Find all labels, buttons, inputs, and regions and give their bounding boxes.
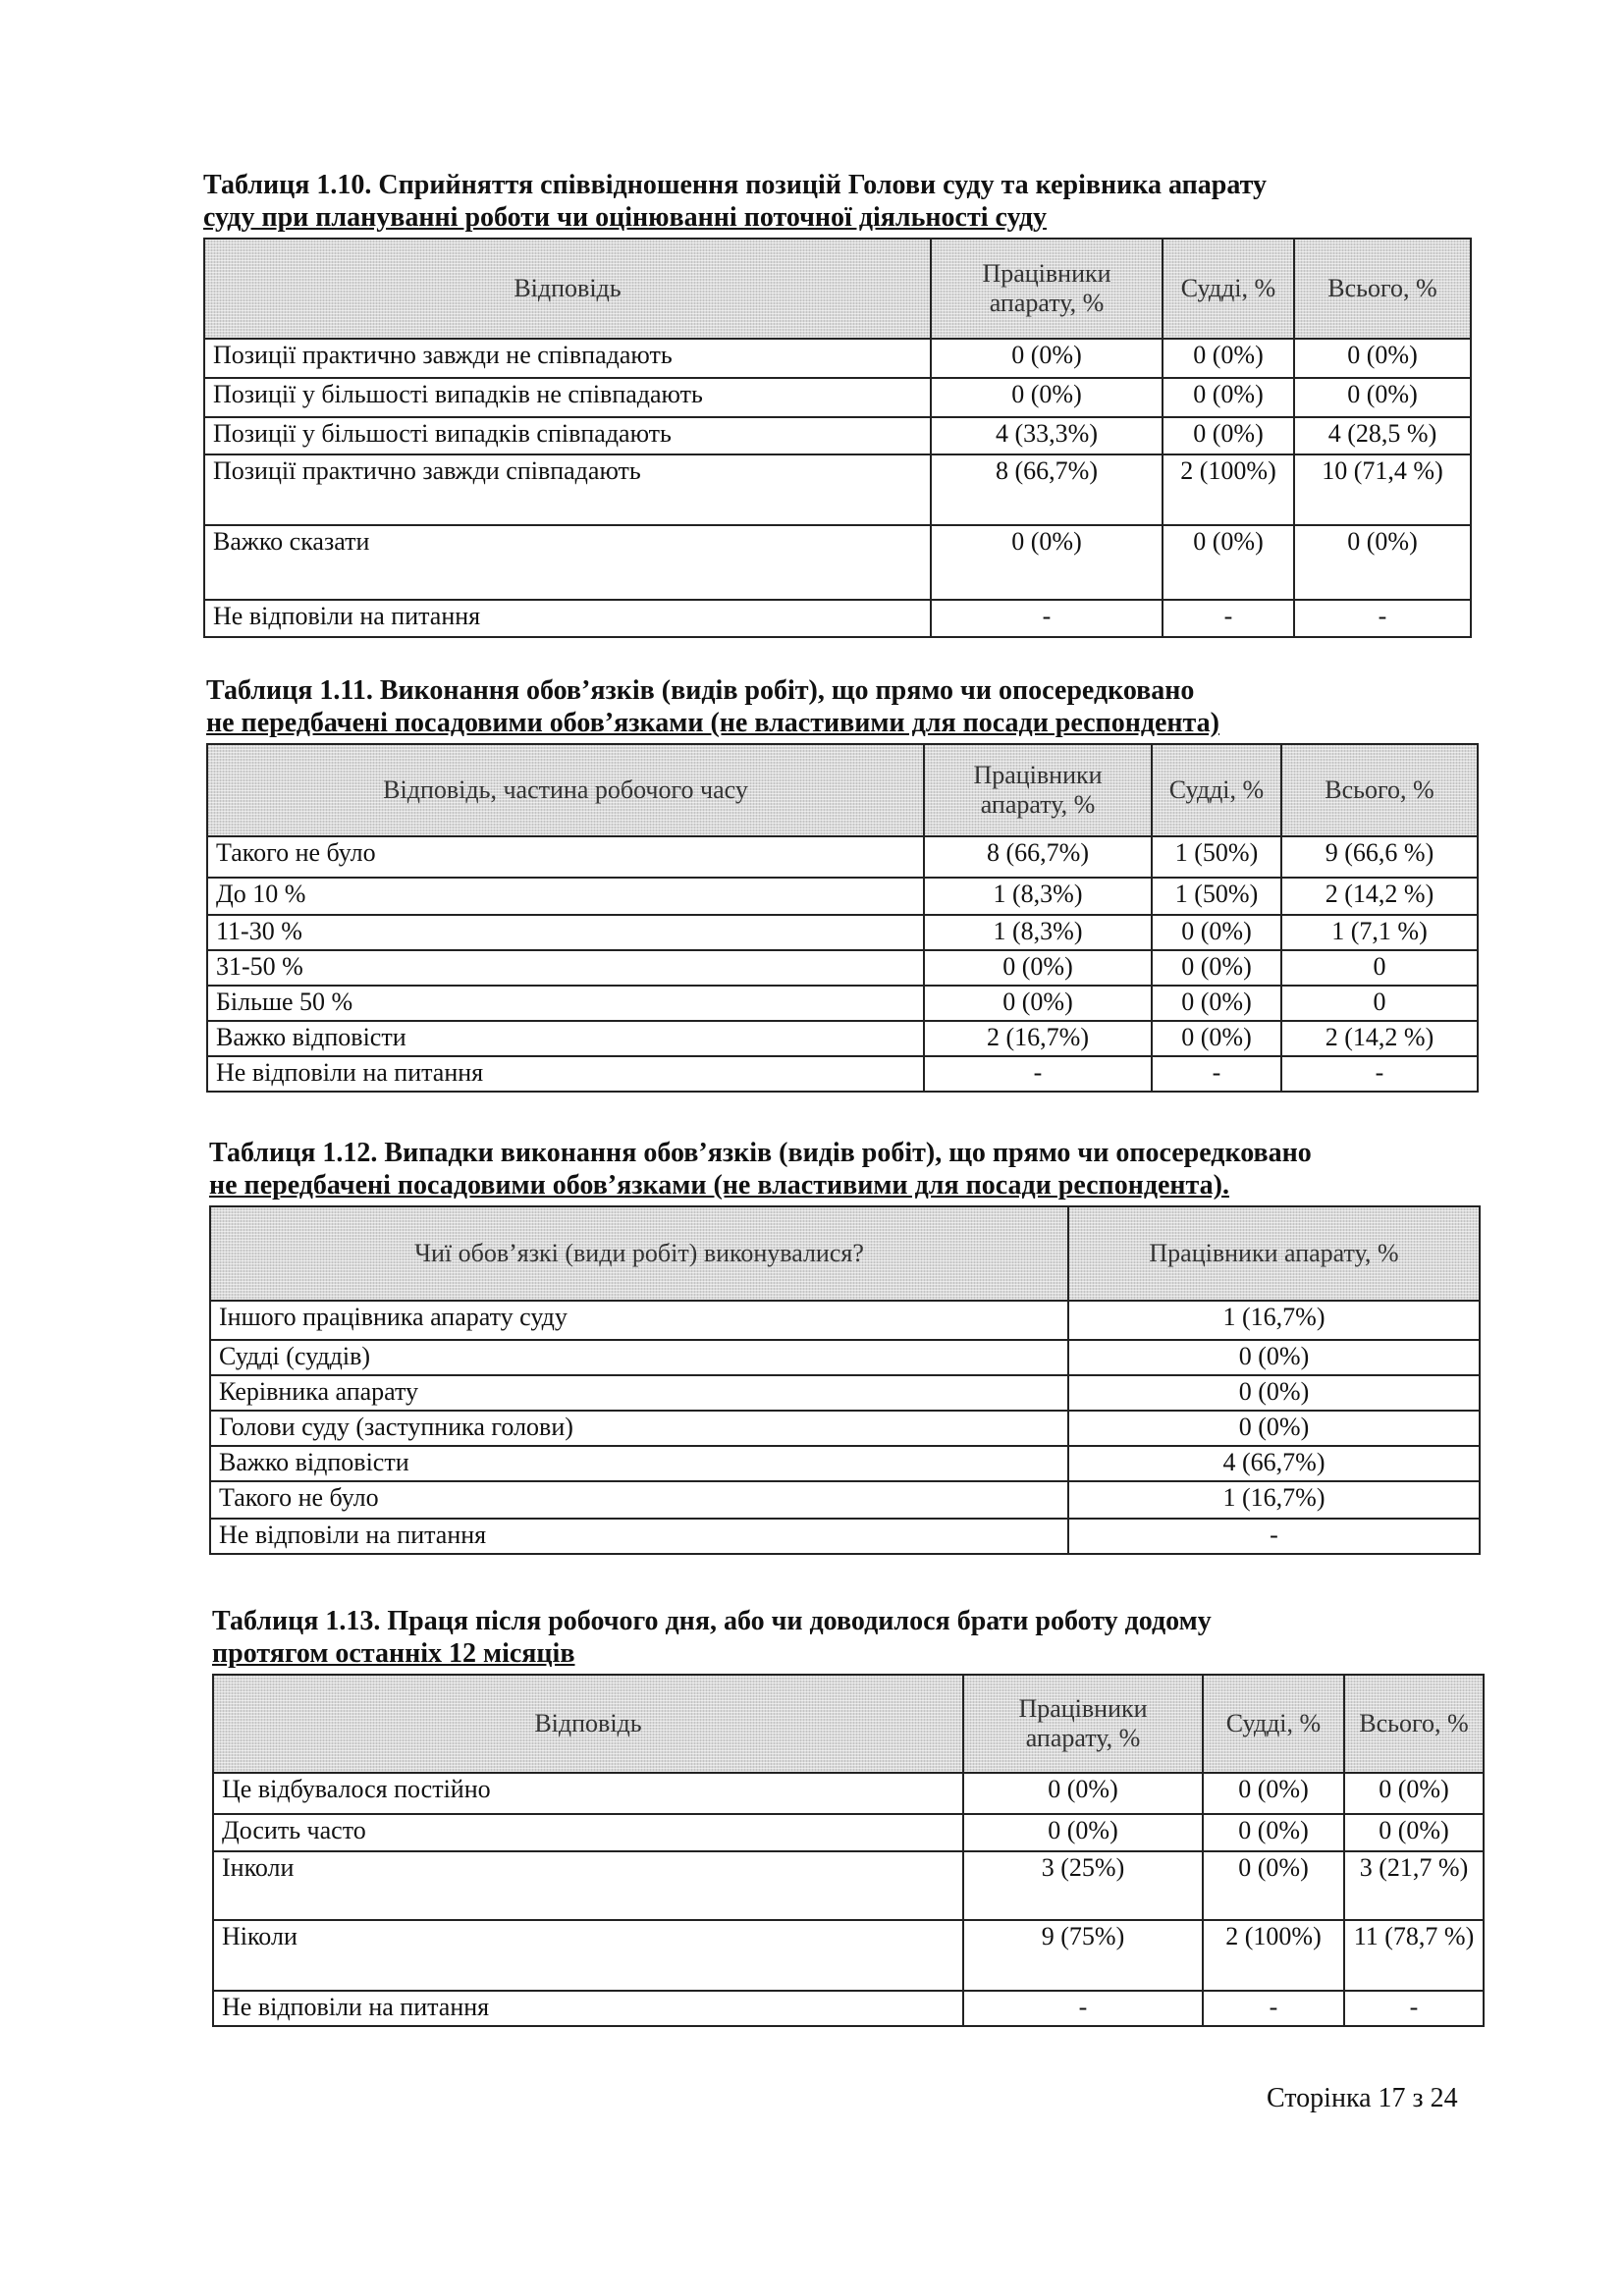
row-label: Судді (суддів)	[210, 1340, 1068, 1375]
table-caption	[203, 169, 1470, 234]
table-row	[207, 878, 1478, 915]
table-1-11-block	[206, 674, 1477, 1093]
cell-value: 0 (0%)	[1163, 417, 1294, 454]
cell-value: -	[931, 600, 1163, 637]
row-label: До 10 %	[207, 878, 924, 915]
cell-value: 3 (25%)	[963, 1851, 1203, 1920]
caption-line-1: Таблиця 1.10. Сприйняття співвідношення позицій Голови суду та керівника апарату	[203, 170, 1267, 200]
cell-value: 2 (16,7%)	[924, 1021, 1152, 1056]
cell-value: 0 (0%)	[1163, 378, 1294, 417]
table-row	[213, 1851, 1484, 1920]
row-label: Такого не було	[207, 836, 924, 878]
cell-value: 0 (0%)	[931, 339, 1163, 378]
table-row	[210, 1519, 1480, 1554]
row-label: 31-50 %	[207, 950, 924, 986]
table-row	[204, 339, 1471, 378]
row-label: Більше 50 %	[207, 986, 924, 1021]
caption-line-2: не передбачені посадовими обов’язками (не властивими для посади респондента)	[206, 708, 1219, 738]
cell-value: 0 (0%)	[1294, 525, 1471, 600]
cell-value: 0 (0%)	[1163, 339, 1294, 378]
cell-value: 0	[1281, 950, 1478, 986]
header-total: Всього, %	[1344, 1675, 1484, 1773]
header-answer: Відповідь	[204, 239, 931, 339]
header-staff: Працівники апарату, %	[1068, 1206, 1480, 1301]
table-1-10-block	[203, 169, 1470, 638]
table-1-12-block	[209, 1137, 1479, 1555]
cell-value: 0 (0%)	[1203, 1851, 1344, 1920]
table-1-10	[203, 238, 1472, 638]
cell-value: 10 (71,4 %)	[1294, 454, 1471, 525]
table-row	[210, 1481, 1480, 1519]
cell-value: 0 (0%)	[1163, 525, 1294, 600]
row-label: Голови суду (заступника голови)	[210, 1411, 1068, 1446]
table-1-13-block	[212, 1605, 1483, 2027]
cell-value: 4 (33,3%)	[931, 417, 1163, 454]
cell-value: 0 (0%)	[963, 1814, 1203, 1851]
table-row	[207, 1021, 1478, 1056]
cell-value: 4 (28,5 %)	[1294, 417, 1471, 454]
cell-value: -	[1163, 600, 1294, 637]
cell-value: 3 (21,7 %)	[1344, 1851, 1484, 1920]
header-total: Всього, %	[1294, 239, 1471, 339]
cell-value: 0 (0%)	[1068, 1375, 1480, 1411]
table-row	[207, 950, 1478, 986]
cell-value: 1 (16,7%)	[1068, 1301, 1480, 1340]
row-label: Іншого працівника апарату суду	[210, 1301, 1068, 1340]
table-row	[210, 1411, 1480, 1446]
table-row	[207, 836, 1478, 878]
cell-value: 1 (8,3%)	[924, 878, 1152, 915]
cell-value: 0 (0%)	[1152, 986, 1281, 1021]
row-label: Важко сказати	[204, 525, 931, 600]
row-label: 11-30 %	[207, 915, 924, 950]
header-staff: Працівники апарату, %	[963, 1675, 1203, 1773]
cell-value: 0 (0%)	[931, 378, 1163, 417]
row-label: Це відбувалося постійно	[213, 1773, 963, 1814]
row-label: Позиції практично завжди не співпадають	[204, 339, 931, 378]
cell-value: 2 (14,2 %)	[1281, 1021, 1478, 1056]
cell-value: 1 (7,1 %)	[1281, 915, 1478, 950]
header-staff: Працівники апарату, %	[931, 239, 1163, 339]
cell-value: 9 (75%)	[963, 1920, 1203, 1991]
caption-line-2: протягом останніх 12 місяців	[212, 1638, 575, 1669]
cell-value: 0 (0%)	[1152, 950, 1281, 986]
cell-value: 1 (16,7%)	[1068, 1481, 1480, 1519]
table-row	[207, 986, 1478, 1021]
cell-value: 8 (66,7%)	[924, 836, 1152, 878]
row-label: Важко відповісти	[207, 1021, 924, 1056]
row-label: Не відповіли на питання	[210, 1519, 1068, 1554]
row-label: Позиції у більшості випадків співпадають	[204, 417, 931, 454]
table-row	[204, 525, 1471, 600]
cell-value: -	[1068, 1519, 1480, 1554]
row-label: Досить часто	[213, 1814, 963, 1851]
header-judges: Судді, %	[1163, 239, 1294, 339]
row-label: Керівника апарату	[210, 1375, 1068, 1411]
cell-value: -	[924, 1056, 1152, 1092]
cell-value: -	[1344, 1991, 1484, 2026]
table-row	[210, 1340, 1480, 1375]
row-label: Інколи	[213, 1851, 963, 1920]
cell-value: 8 (66,7%)	[931, 454, 1163, 525]
cell-value: 0 (0%)	[1203, 1814, 1344, 1851]
cell-value: 0 (0%)	[1203, 1773, 1344, 1814]
cell-value: 4 (66,7%)	[1068, 1446, 1480, 1481]
header-staff: Працівники апарату, %	[924, 744, 1152, 836]
table-row	[207, 915, 1478, 950]
page-number: Сторінка 17 з 24	[1267, 2083, 1458, 2113]
table-row	[204, 378, 1471, 417]
table-caption	[206, 674, 1477, 739]
row-label: Позиції практично завжди співпадають	[204, 454, 931, 525]
caption-line-2: не передбачені посадовими обов’язками (не властивими для посади респондента).	[209, 1170, 1229, 1201]
cell-value: -	[1294, 600, 1471, 637]
cell-value: 0 (0%)	[1068, 1340, 1480, 1375]
caption-line-2: суду при плануванні роботи чи оцінюванні поточної діяльності суду	[203, 202, 1047, 233]
cell-value: 0 (0%)	[1344, 1814, 1484, 1851]
cell-value: 0 (0%)	[1152, 915, 1281, 950]
cell-value: 0 (0%)	[1294, 378, 1471, 417]
table-row	[204, 600, 1471, 637]
cell-value: 11 (78,7 %)	[1344, 1920, 1484, 1991]
cell-value: 2 (100%)	[1163, 454, 1294, 525]
header-judges: Судді, %	[1152, 744, 1281, 836]
table-row	[210, 1301, 1480, 1340]
cell-value: -	[1152, 1056, 1281, 1092]
cell-value: 0 (0%)	[963, 1773, 1203, 1814]
cell-value: 2 (14,2 %)	[1281, 878, 1478, 915]
cell-value: 2 (100%)	[1203, 1920, 1344, 1991]
cell-value: -	[1203, 1991, 1344, 2026]
cell-value: 9 (66,6 %)	[1281, 836, 1478, 878]
cell-value: -	[1281, 1056, 1478, 1092]
table-caption	[212, 1605, 1483, 1670]
header-answer: Відповідь, частина робочого часу	[207, 744, 924, 836]
table-row	[210, 1375, 1480, 1411]
cell-value: 1 (50%)	[1152, 878, 1281, 915]
cell-value: 1 (50%)	[1152, 836, 1281, 878]
cell-value: 0 (0%)	[1344, 1773, 1484, 1814]
cell-value: 0 (0%)	[1294, 339, 1471, 378]
header-duties: Чиї обов’язкі (види робіт) виконувалися?	[210, 1206, 1068, 1301]
table-1-11	[206, 743, 1479, 1093]
cell-value: -	[963, 1991, 1203, 2026]
row-label: Не відповіли на питання	[213, 1991, 963, 2026]
table-1-12	[209, 1205, 1481, 1555]
cell-value: 0 (0%)	[924, 950, 1152, 986]
table-row	[213, 1991, 1484, 2026]
table-row	[204, 417, 1471, 454]
header-answer: Відповідь	[213, 1675, 963, 1773]
cell-value: 0 (0%)	[924, 986, 1152, 1021]
table-row	[213, 1814, 1484, 1851]
table-row	[213, 1773, 1484, 1814]
caption-line-1: Таблиця 1.11. Виконання обов’язків (видів робіт), що прямо чи опосередковано	[206, 675, 1195, 706]
table-caption	[209, 1137, 1479, 1201]
cell-value: 0	[1281, 986, 1478, 1021]
table-row	[213, 1920, 1484, 1991]
row-label: Не відповіли на питання	[204, 600, 931, 637]
table-row	[210, 1446, 1480, 1481]
caption-line-1: Таблиця 1.13. Праця після робочого дня, або чи доводилося брати роботу додому	[212, 1606, 1212, 1636]
header-total: Всього, %	[1281, 744, 1478, 836]
cell-value: 0 (0%)	[1068, 1411, 1480, 1446]
row-label: Такого не було	[210, 1481, 1068, 1519]
cell-value: 1 (8,3%)	[924, 915, 1152, 950]
caption-line-1: Таблиця 1.12. Випадки виконання обов’язків (видів робіт), що прямо чи опосередковано	[209, 1138, 1312, 1168]
table-row	[207, 1056, 1478, 1092]
table-row	[204, 454, 1471, 525]
cell-value: 0 (0%)	[931, 525, 1163, 600]
row-label: Ніколи	[213, 1920, 963, 1991]
row-label: Важко відповісти	[210, 1446, 1068, 1481]
row-label: Позиції у більшості випадків не співпадають	[204, 378, 931, 417]
row-label: Не відповіли на питання	[207, 1056, 924, 1092]
cell-value: 0 (0%)	[1152, 1021, 1281, 1056]
header-judges: Судді, %	[1203, 1675, 1344, 1773]
table-1-13	[212, 1674, 1485, 2027]
